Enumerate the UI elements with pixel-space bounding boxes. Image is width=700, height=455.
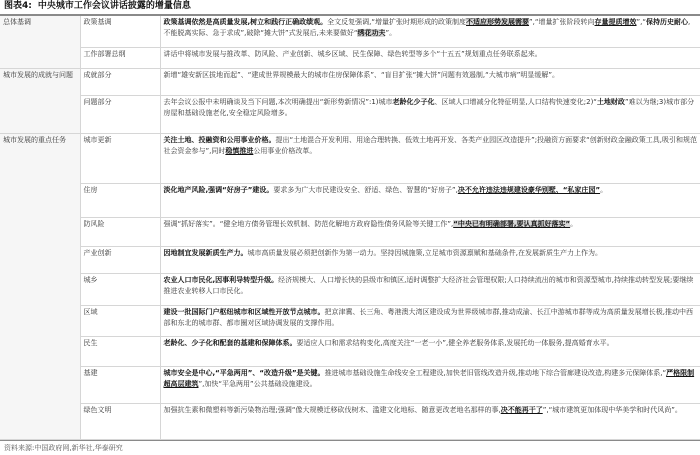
detail-text: “中央已有明确部署,要认真抓好落实” [453, 219, 571, 228]
detail-cell [160, 96, 700, 134]
detail-text: 城市高质量发展必须把创新作为第一动力。坚持因城施策,立足城市资源禀赋和基础条件,在发展新质生产力上作为。 [247, 249, 602, 258]
category-cell: 城市发展的重点任务 [0, 133, 80, 439]
detail-cell [160, 337, 700, 366]
detail-text: 把京津冀、长三角、粤港澳大湾区建设成为世界级城市群,推动成渝、长江中游城市群等成为高质量发展增长极,推动中西部和东北的城市群、都市圈对区域协调发展的支撑作用。 [163, 307, 693, 327]
table-row [0, 247, 700, 274]
detail-text: 建设一批国际门户枢纽城市和区域性开放节点城市。 [163, 307, 325, 316]
detail-text: 农业人口市民化,因事利导转型升级。 [163, 276, 279, 285]
detail-cell [160, 366, 700, 404]
detail-cell [160, 305, 700, 336]
subcategory-cell: 区域 [80, 305, 160, 336]
detail-text: 决不能再干了 [500, 406, 543, 415]
table-row [0, 274, 700, 305]
category-cell: 总体基调 [0, 16, 80, 68]
detail-cell [160, 247, 700, 274]
detail-text: 全文反复强调,“增量扩张时期形成的政策制度 [327, 18, 467, 26]
detail-text: 土地财政 [596, 98, 625, 107]
detail-text: 严格限制超高层建筑 [163, 368, 695, 388]
detail-text: 要求多为广大市民建设安全、舒适、绿色、智慧的“好房子”, [273, 186, 458, 195]
subcategory-cell: 问题部分 [80, 96, 160, 134]
table-row [0, 96, 700, 134]
detail-text: 老龄化少子化 [392, 98, 435, 107]
bottom-rule [0, 440, 700, 441]
detail-text: ”。 [385, 29, 397, 37]
figure-title [4, 0, 191, 12]
detail-text: 推进城市基础设施生命线安全工程建设,加快老旧管线改造升级,推动地下综合管廊建设改造,构建多元保障体系,“ [324, 368, 667, 377]
subcategory-cell: 成就部分 [80, 68, 160, 95]
table-row [0, 133, 700, 183]
detail-text: 公用事业价格改革。 [253, 146, 317, 155]
subcategory-cell: 住房 [80, 184, 160, 218]
table-row [0, 217, 700, 246]
detail-cell [160, 274, 700, 305]
detail-text: ,不能脱离实际、急于求成”,破除“摊大饼”式发展后,未来要做好“ [163, 18, 691, 37]
detail-text: 、区域人口增减分化特征明显,人口结构快速变化;2)“ [434, 98, 597, 107]
detail-text: 新增“雄安新区拔地而起”、“建成世界规模最大的城市住房保障体系”、“盲目扩张“摊大饼”问题有效遏制,“大城市病”明显缓解”。 [163, 70, 559, 79]
detail-text: 保持历史耐心 [646, 18, 688, 26]
detail-text: ”,“城市建筑更加体现中华美学和时代风尚”。 [542, 406, 682, 415]
subcategory-cell: 民生 [80, 337, 160, 366]
detail-text: 关注土地、投融资和公用事业价格。 [163, 135, 276, 144]
detail-text: 。 [570, 219, 578, 228]
info-table [0, 16, 700, 440]
detail-text: ”,加快“平急两用”公共基础设施建设。 [198, 379, 317, 388]
source-note: 资料来源:中国政府网,新华社,华泰研究 [4, 444, 123, 452]
detail-cell [160, 217, 700, 246]
detail-text: 决不允许违法违规建设豪华别墅、“私家庄园” [457, 186, 601, 195]
detail-text: 讲话中将城市发展与推改革、防风险、产业创新、城乡区域、民生保障、绿色转型等多个“十五五”规划重点任务联系起来。 [163, 49, 542, 58]
table-row [0, 305, 700, 336]
subcategory-cell: 城市更新 [80, 133, 160, 183]
subcategory-cell: 政策基调 [80, 16, 160, 47]
table-row [0, 404, 700, 440]
detail-text: 城市安全是中心,“平急两用”、“改造升级”是关键。 [163, 368, 325, 377]
subcategory-cell: 绿色文明 [80, 404, 160, 440]
table-row [0, 337, 700, 366]
table-row [0, 366, 700, 404]
detail-cell [160, 16, 700, 47]
detail-text: 提出“土地混合开发利用、用途合理转换、低效土地再开发、各类产业园区改造提升”;投融资方面要求“创新财政金融政策工具,吸引和规范社会资金参与”,同时 [163, 135, 697, 155]
detail-text: ”,“增量扩张阶段转向 [529, 18, 595, 26]
detail-text: 绣花功夫 [357, 29, 386, 37]
detail-text: 老龄化、少子化和配套的基建和保障体系。 [163, 339, 297, 348]
table-row [0, 184, 700, 218]
subcategory-cell: 城乡 [80, 274, 160, 305]
table-body [0, 16, 700, 440]
subcategory-cell: 产业创新 [80, 247, 160, 274]
detail-cell [160, 404, 700, 440]
detail-text: 。 [600, 186, 608, 195]
detail-cell [160, 47, 700, 68]
detail-text: ”,“ [636, 18, 646, 26]
detail-text: ”难以为继;3)城市部分房屋和基础设施老化,安全稳定风险增多。 [163, 98, 695, 118]
detail-cell [160, 133, 700, 183]
subcategory-cell: 防风险 [80, 217, 160, 246]
detail-text: 存量提质增效 [594, 18, 637, 26]
detail-text: 经济规模大、人口增长快的县级市和镇区,适时调整扩大经济社会管理权限;人口持续流出的城市和资源型城市,持续推动转型发展;要继续推进农业转移人口市民化。 [163, 276, 694, 296]
figure-title-text: 中央城市工作会议讲话披露的增量信息 [37, 1, 191, 11]
table-row [0, 47, 700, 68]
detail-text: 不适应形势发展需要 [466, 18, 530, 26]
detail-text: 强调“抓好落实”。“健全地方债务管理长效机制、防范化解地方政府隐性债务风险等关键工作”, [163, 219, 454, 228]
detail-text: 加强抗生素和微塑料等新污染物治理;强调“像大规模迁移砍伐树木、滥建文化地标、随意更改老地名那样的事, [163, 406, 501, 415]
detail-cell [160, 184, 700, 218]
detail-text: 淡化地产风险,强调“好房子”建设。 [163, 186, 274, 195]
table-row [0, 16, 700, 47]
subcategory-cell: 工作部署总纲 [80, 47, 160, 68]
detail-cell [160, 68, 700, 95]
subcategory-cell: 基建 [80, 366, 160, 404]
detail-text: 因地制宜发展新质生产力。 [163, 249, 248, 258]
detail-text: 政策基调依然是高质量发展,树立和践行正确政绩观。 [163, 18, 328, 26]
figure-number: 图表4: [4, 1, 32, 11]
table-row [0, 68, 700, 95]
detail-text: 要适应人口和需求结构变化,高度关注“一老一小”,健全养老服务体系,发展托幼一体服务,提高婚育水平。 [296, 339, 614, 348]
detail-text: 稳慎推进 [225, 146, 254, 155]
detail-text: 去年会议公报中未明确谈及当下问题,本次明确提出“新形势新情况”:1)城市 [163, 98, 393, 107]
category-cell: 城市发展的成就与问题 [0, 68, 80, 133]
